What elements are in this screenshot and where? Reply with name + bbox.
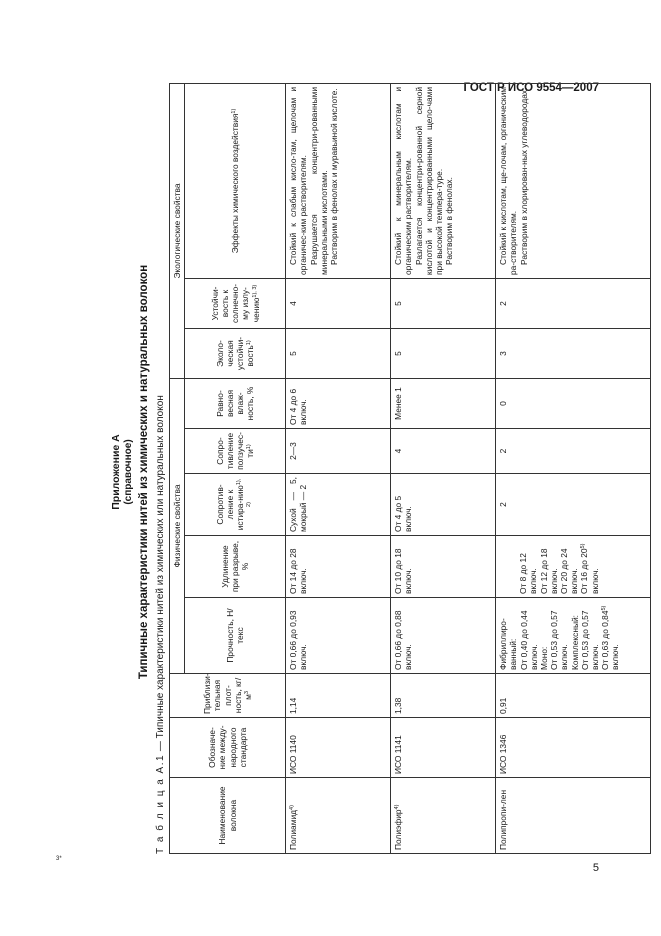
col-chemical-header xyxy=(185,83,286,278)
designation-cell: ИСО 1346 xyxy=(496,718,651,778)
table-heading: Типичные характеристики нитей из химических и натуральных волокон xyxy=(138,264,150,680)
strength-line: Фибриллиро-ванный: xyxy=(498,618,519,670)
col-designation-header: Обозначе-ние между-народного стандарта xyxy=(170,718,286,778)
moisture-cell: Менее 1 xyxy=(391,378,496,428)
density-cell: 1,14 xyxy=(286,674,391,718)
chemical-paragraph: Разрушается концентри-рованными минеральными кислотами. xyxy=(308,86,329,275)
strength-cell: От 0,66 до 0,93 включ. xyxy=(286,598,391,674)
group-ecological-header: Экологические свойства xyxy=(170,83,185,378)
col-density-label: Приблизи-тельная плот-ность, кг/м xyxy=(202,673,253,714)
eco-stability-cell: 3 xyxy=(496,328,651,378)
chemical-paragraph: Стойкий к минеральным кислотам и органическим растворителям. xyxy=(393,86,414,275)
elongation-cell: От 14 до 28 включ. xyxy=(286,536,391,598)
chemical-cell xyxy=(391,83,496,278)
fiber-name-sup: 4) xyxy=(394,804,401,810)
strength-sup: 5) xyxy=(601,605,608,611)
strength-line xyxy=(600,601,620,670)
col-creep-sup: 1) xyxy=(246,444,253,450)
elongation-line: От 20 до 24 включ. xyxy=(559,548,580,594)
group-physical-header: Физические свойства xyxy=(170,378,185,673)
col-creep-header xyxy=(185,429,286,474)
strength-cell xyxy=(496,598,651,674)
strength-line: Комплексный: xyxy=(569,615,580,670)
chemical-paragraph: Растворим в хлорирован-ных углеводородах. xyxy=(518,87,529,265)
designation-cell: ИСО 1141 xyxy=(391,718,496,778)
col-strength-header: Прочность, Н/текс xyxy=(185,598,286,674)
fiber-name: Полипропи-лен xyxy=(496,778,651,854)
abrasion-cell: 2 xyxy=(496,474,651,536)
fiber-name-text: Полиамид xyxy=(288,809,299,850)
chemical-paragraph: Стойкий к кислотам, ще-лочам, органическим ра-створителям. xyxy=(498,86,519,275)
fiber-name-text: Полиэфир xyxy=(393,809,404,850)
fiber-name xyxy=(391,778,496,854)
appendix-subtitle: (справочное) xyxy=(123,439,134,505)
creep-cell: 2—3 xyxy=(286,429,391,474)
chemical-paragraph: Стойкий к слабым кисло-там, щелочам и органичес-ким растворителям. xyxy=(288,86,309,275)
strength-line: От 0,53 до 0,57 включ. xyxy=(579,610,601,670)
col-abrasion-label: Сопротив-ление к истира-нию xyxy=(214,484,246,531)
col-creep-label: Сопро-тивление ползучес-ти xyxy=(214,432,256,470)
solar-cell: 5 xyxy=(391,278,496,328)
table-row xyxy=(496,83,651,853)
fiber-name xyxy=(286,778,391,854)
col-eco-stability-header xyxy=(185,328,286,378)
fiber-name-sup: 4) xyxy=(289,805,296,810)
strength-tail: включ. xyxy=(610,644,621,670)
col-solar-sup: 1), 3) xyxy=(251,284,258,298)
rotated-content xyxy=(110,82,621,862)
col-name-header: Наименование волокна xyxy=(170,778,286,854)
eco-stability-cell: 5 xyxy=(286,328,391,378)
strength-line: От 0,53 до 0,57 включ. xyxy=(549,610,570,670)
eco-stability-cell: 5 xyxy=(391,328,496,378)
table-row xyxy=(391,83,496,853)
appendix-title: Приложение А xyxy=(110,434,122,510)
strength-line-text: От 0,63 до 0,84 xyxy=(600,610,611,670)
chemical-paragraph: Разлагается концентри-рованной серной кислотой и концентрированными щело-чами при высокой темпера-туре. xyxy=(413,86,445,275)
signature-mark: 3* xyxy=(56,856,62,862)
col-solar-header xyxy=(185,278,286,328)
chemical-paragraph: Растворим в фенолах и муравьиной кислоте. xyxy=(329,88,340,265)
abrasion-cell: Сухой — 5, мокрый — 2 xyxy=(286,474,391,536)
col-density-header xyxy=(170,674,286,718)
moisture-cell: 0 xyxy=(496,378,651,428)
page-number: 5 xyxy=(592,862,599,874)
table-caption-text: — Типичные характеристики нитей из химических или натуральных волокон xyxy=(155,395,166,754)
col-chemical-label: Эффекты химического воздействия xyxy=(230,113,241,254)
table-caption-prefix: Т а б л и ц а А.1 xyxy=(155,753,166,854)
col-abrasion-header xyxy=(185,474,286,536)
moisture-cell: От 4 до 6 включ. xyxy=(286,378,391,428)
elongation-cell xyxy=(496,536,651,598)
col-abrasion-sup: 1), 2) xyxy=(236,478,253,507)
elongation-sup: 5) xyxy=(580,543,587,549)
designation-cell: ИСО 1140 xyxy=(286,718,391,778)
creep-cell: 2 xyxy=(496,429,651,474)
chemical-cell xyxy=(496,83,651,278)
chemical-paragraph: Растворим в фенолах. xyxy=(444,177,455,265)
elongation-tail: включ. xyxy=(589,568,600,594)
elongation-cell: От 10 до 18 включ. xyxy=(391,536,496,598)
characteristics-table xyxy=(169,83,651,854)
abrasion-cell: От 4 до 5 включ. xyxy=(391,474,496,536)
col-density-sup: 3 xyxy=(243,691,250,695)
density-cell: 0,91 xyxy=(496,674,651,718)
elongation-line: От 12 до 18 включ. xyxy=(538,548,559,594)
col-elongation-header: Удлинение при разрыве, % xyxy=(185,536,286,598)
elongation-line-text: От 16 до 20 xyxy=(579,548,590,594)
col-moisture-header: Равно-весная влаж-ность, % xyxy=(185,378,286,428)
strength-cell: От 0,66 до 0,88 включ. xyxy=(391,598,496,674)
col-eco-stability-sup: 1) xyxy=(246,340,253,346)
elongation-line xyxy=(579,539,599,594)
table-caption xyxy=(155,395,167,854)
chemical-cell xyxy=(286,83,391,278)
col-eco-stability-label: Эколо-ческая устойчи-вость xyxy=(214,336,256,371)
density-cell: 1,38 xyxy=(391,674,496,718)
table-row xyxy=(286,83,391,853)
col-chemical-sup: 1) xyxy=(231,108,238,114)
standard-header: ГОСТ Р ИСО 9554—2007 xyxy=(463,82,599,94)
col-solar-label: Устойчи-вость к солнечно-му излу-чению xyxy=(209,283,261,324)
solar-cell: 2 xyxy=(496,278,651,328)
elongation-line: От 8 до 12 включ. xyxy=(518,553,539,594)
strength-line: От 0,40 до 0,44 включ. xyxy=(518,610,539,670)
strength-line: Моно: xyxy=(539,646,550,670)
creep-cell: 4 xyxy=(391,429,496,474)
solar-cell: 4 xyxy=(286,278,391,328)
